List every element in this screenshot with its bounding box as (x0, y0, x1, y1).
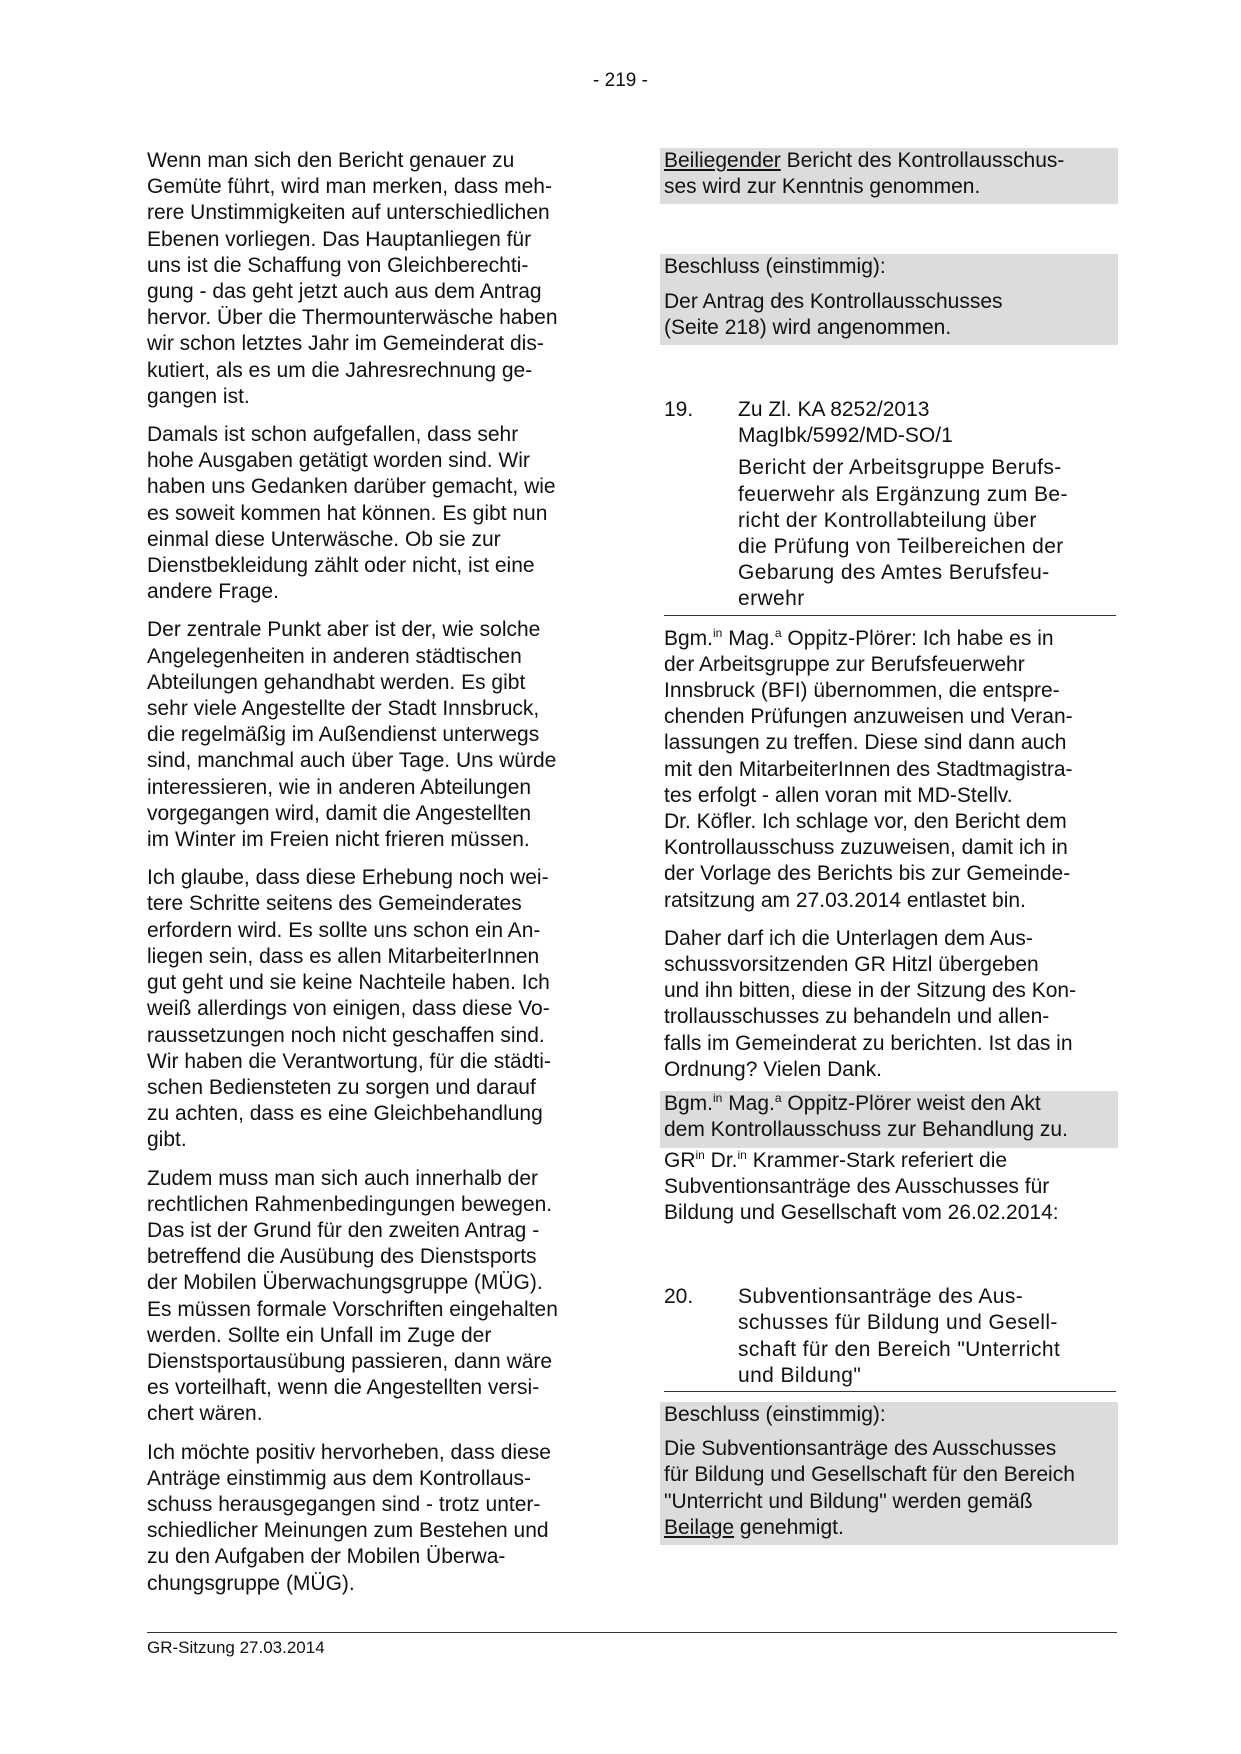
text-line: haben uns Gedanken darüber gemacht, wie (147, 475, 556, 499)
text-line: (Seite 218) wird angenommen. (664, 315, 952, 339)
text-line: hervor. Über die Thermounterwäsche haben (147, 306, 558, 330)
text-line: schiedlicher Meinungen zum Bestehen und (147, 1519, 549, 1543)
text-line: schussvorsitzenden GR Hitzl übergeben (664, 953, 1039, 977)
agenda-item-title (738, 1284, 1116, 1389)
speech-oppitz-ploerer: Bgm.$^{in}$ Mag.$^a$ Oppitz-Plörer: Ich habe es in der Arbeitsgruppe zur Berufsfeuerwehr Innsbruck (BFI) übernommen, die entspre- chenden Prüfungen anzuweisen und Veran- lassungen zu treffen. Diese sind dann auch mit den MitarbeiterInnen des Stadtmagistra- tes erfolgt - allen voran mit MD-Stellv. Dr. Köfler. Ich schlage vor, den Bericht dem Kontrollausschuss zuzuweisen, damit ich in der Vorlage des Berichts bis zur Gemeinde- ratsitzung am 27.03.2014 entlastet bin. (664, 626, 1118, 914)
text-line: Der Antrag des Kontrollausschusses (664, 289, 1003, 313)
text-line: Es müssen formale Vorschriften eingehalten (147, 1297, 558, 1321)
agenda-item-number: 20. (664, 1285, 694, 1309)
text-line: Zu Zl. KA 8252/2013 (738, 398, 930, 422)
text-line: richt der Kontrollabteilung über (738, 508, 1037, 532)
text-line: der Arbeitsgruppe zur Berufsfeuerwehr (664, 652, 1025, 676)
text-line: mit den MitarbeiterInnen des Stadtmagistra- (664, 757, 1073, 781)
text-line: Subventionsanträge des Ausschusses für (664, 1174, 1050, 1198)
text-line: wir schon letztes Jahr im Gemeinderat dis- (147, 332, 544, 356)
text-line: zu den Aufgaben der Mobilen Überwa- (147, 1545, 506, 1569)
text-line: raussetzungen noch nicht geschaffen sind. (147, 1023, 545, 1047)
text-line: Zudem muss man sich auch innerhalb der (147, 1166, 539, 1190)
paragraph-6 (147, 1440, 597, 1597)
text-line: Der zentrale Punkt aber ist der, wie solche (147, 618, 541, 642)
text-line: schaft für den Bereich "Unterricht (738, 1337, 1061, 1361)
text-line: Ordnung? Vielen Dank. (664, 1057, 882, 1081)
agenda-item-20 (664, 1284, 1116, 1392)
text-line: schuss herausgegangen sind - trotz unter- (147, 1492, 541, 1516)
text-line: Die Subventionsanträge des Ausschusses (664, 1437, 1057, 1461)
text-line: erwehr (738, 587, 805, 611)
text-line: rechtlichen Rahmenbedingungen bewegen. (147, 1192, 553, 1216)
text-line: "Unterricht und Bildung" werden gemäß (664, 1489, 1033, 1513)
decision-block-antrag (660, 254, 1118, 345)
text-line: schusses für Bildung und Gesell- (738, 1311, 1058, 1335)
left-column (147, 148, 597, 1609)
text-line: Bildung und Gesellschaft vom 26.02.2014: (664, 1200, 1059, 1224)
text-line: im Winter im Freien nicht frieren müssen. (147, 828, 530, 852)
text-line: lassungen zu treffen. Diese sind dann auch (664, 731, 1067, 755)
paragraph-5 (147, 1166, 597, 1428)
paragraph-2 (147, 422, 597, 605)
text-line: der Mobilen Überwachungsgruppe (MÜG). (147, 1271, 543, 1295)
decision-block-assignment: Bgm.$^{in}$ Mag.$^a$ Oppitz-Plörer weist den Akt dem Kontrollausschuss zur Behandlung zu. (660, 1091, 1118, 1147)
text-line: sind, manchmal auch über Tage. Uns würde (147, 749, 557, 773)
speech-krammer-stark: $GR^{in}$ Dr.$^{in}$ Krammer-Stark referiert die Subventionsanträge des Ausschusses für Bildung und Gesellschaft vom 26.02.2014: (664, 1148, 1118, 1227)
text-line: betreffend die Ausübung des Dienstsports (147, 1245, 537, 1269)
text-line: andere Frage. (147, 580, 279, 604)
text-line: ratsitzung am 27.03.2014 entlastet bin. (664, 888, 1026, 912)
text-line: gangen ist. (147, 384, 250, 408)
text-line: gut geht und sie keine Nachteile haben. Ich (147, 971, 550, 995)
speech-continuation (664, 926, 1118, 1083)
text-line: Das ist der Grund für den zweiten Antrag - (147, 1218, 540, 1242)
text-line: Gemüte führt, wird man merken, dass meh- (147, 175, 552, 199)
decision-heading: Beschluss (einstimmig): (664, 1402, 886, 1426)
text-line: Dienstbekleidung zählt oder nicht, ist eine (147, 554, 535, 578)
text-line: chert wären. (147, 1402, 263, 1426)
agenda-item-reference (738, 397, 1116, 449)
link-beilage: Beilage (664, 1515, 735, 1539)
text-line: feuerwehr als Ergänzung zum Be- (738, 482, 1068, 506)
text-line: Ich glaube, dass diese Erhebung noch wei- (147, 866, 549, 890)
text-line: trollausschusses zu behandeln und allen- (664, 1005, 1050, 1029)
text-line: uns ist die Schaffung von Gleichberechti- (147, 253, 529, 277)
link-beiliegender: Beiliegender (664, 149, 781, 172)
text-line: sehr viele Angestellte der Stadt Innsbruck, (147, 697, 540, 721)
decision-block-subventions: Beschluss (einstimmig): Die Subventionsanträge des Ausschusses für Bildung und Gesellschaft für den Bereich "Unterricht und Bildung" werden gemäß Beilage genehmigt. (660, 1402, 1118, 1545)
text-line: Wenn man sich den Bericht genauer zu (147, 149, 515, 172)
text-line: der Vorlage des Berichts bis zur Gemeinde- (664, 862, 1071, 886)
text-line: Ich möchte positiv hervorheben, dass diese (147, 1440, 551, 1464)
text-line: gibt. (147, 1128, 187, 1152)
text-line: Daher darf ich die Unterlagen dem Aus- (664, 926, 1033, 950)
text-line: für Bildung und Gesellschaft für den Bereich (664, 1463, 1075, 1487)
paragraph-4 (147, 865, 597, 1153)
text-line: die Prüfung von Teilbereichen der (738, 535, 1064, 559)
text-line: Ebenen vorliegen. Das Hauptanliegen für (147, 227, 532, 251)
text-line: und ihn bitten, diese in der Sitzung des Kon- (664, 979, 1077, 1003)
decision-block-report: Beiliegender Bericht des Kontrollausschus- ses wird zur Kenntnis genommen. (660, 148, 1118, 204)
text-line: Dr. Köfler. Ich schlage vor, den Bericht dem (664, 810, 1067, 834)
text-line: Kontrollausschuss zuzuweisen, damit ich in (664, 836, 1068, 860)
text-line: interessieren, wie in anderen Abteilungen (147, 775, 532, 799)
text-line: werden. Sollte ein Unfall im Zuge der (147, 1323, 492, 1347)
text-line: vorgegangen wird, damit die Angestellten (147, 801, 532, 825)
text-line: Abteilungen gehandhabt werden. Es gibt (147, 670, 526, 694)
text-line: Dienstsportausübung passieren, dann wäre (147, 1349, 553, 1373)
text-line: chenden Prüfungen anzuweisen und Veran- (664, 705, 1073, 729)
text-line: es vorteilhaft, wenn die Angestellten versi- (147, 1376, 540, 1400)
text-line: MagIbk/5992/MD-SO/1 (738, 424, 953, 448)
text-line: Angelegenheiten in anderen städtischen (147, 644, 522, 668)
text-line: kutiert, als es um die Jahresrechnung ge- (147, 358, 533, 382)
text-line: weiß allerdings von einigen, dass diese Vo- (147, 997, 550, 1021)
text-line: gung - das geht jetzt auch aus dem Antrag (147, 280, 542, 304)
text-line: es soweit kommen hat können. Es gibt nun (147, 501, 548, 525)
footer-divider (147, 1632, 1117, 1633)
text-line: tere Schritte seitens des Gemeinderates (147, 892, 522, 916)
decision-heading: Beschluss (einstimmig): (664, 255, 886, 279)
text-line: Anträge einstimmig aus dem Kontrollaus- (147, 1466, 532, 1490)
paragraph-1 (147, 148, 597, 410)
footer-session-date: GR-Sitzung 27.03.2014 (147, 1638, 325, 1657)
text-line: schen Bediensteten zu sorgen und darauf (147, 1075, 536, 1099)
text-line: zu achten, dass es eine Gleichbehandlung (147, 1102, 543, 1126)
right-column (664, 148, 1118, 1545)
agenda-item-title (738, 455, 1116, 612)
agenda-item-number: 19. (664, 398, 694, 422)
text-line: Bericht der Arbeitsgruppe Berufs- (738, 456, 1062, 480)
agenda-item-19 (664, 397, 1116, 616)
text-line: rere Unstimmigkeiten auf unterschiedlichen (147, 201, 550, 225)
text-line: chungsgruppe (MÜG). (147, 1571, 355, 1595)
text-line: einmal diese Unterwäsche. Ob sie zur (147, 527, 501, 551)
text-line: Subventionsanträge des Aus- (738, 1285, 1024, 1309)
text-line: Innsbruck (BFI) übernommen, die entspre- (664, 679, 1060, 703)
text-line: falls im Gemeinderat zu berichten. Ist das in (664, 1031, 1073, 1055)
text-line: Gebarung des Amtes Berufsfeu- (738, 561, 1050, 585)
text-line: erfordern wird. Es sollte uns schon ein An- (147, 918, 541, 942)
paragraph-3 (147, 617, 597, 853)
text-line: tes erfolgt - allen voran mit MD-Stellv. (664, 783, 1013, 807)
text-line: Damals ist schon aufgefallen, dass sehr (147, 423, 519, 447)
text-line: Wir haben die Verantwortung, für die städti- (147, 1049, 551, 1073)
text-line: die regelmäßig im Außendienst unterwegs (147, 723, 540, 747)
text-line: liegen sein, dass es allen MitarbeiterInnen (147, 944, 540, 968)
page-number: - 219 - (593, 70, 648, 91)
text-line: und Bildung" (738, 1363, 862, 1387)
text-line: hohe Ausgaben getätigt worden sind. Wir (147, 449, 530, 473)
